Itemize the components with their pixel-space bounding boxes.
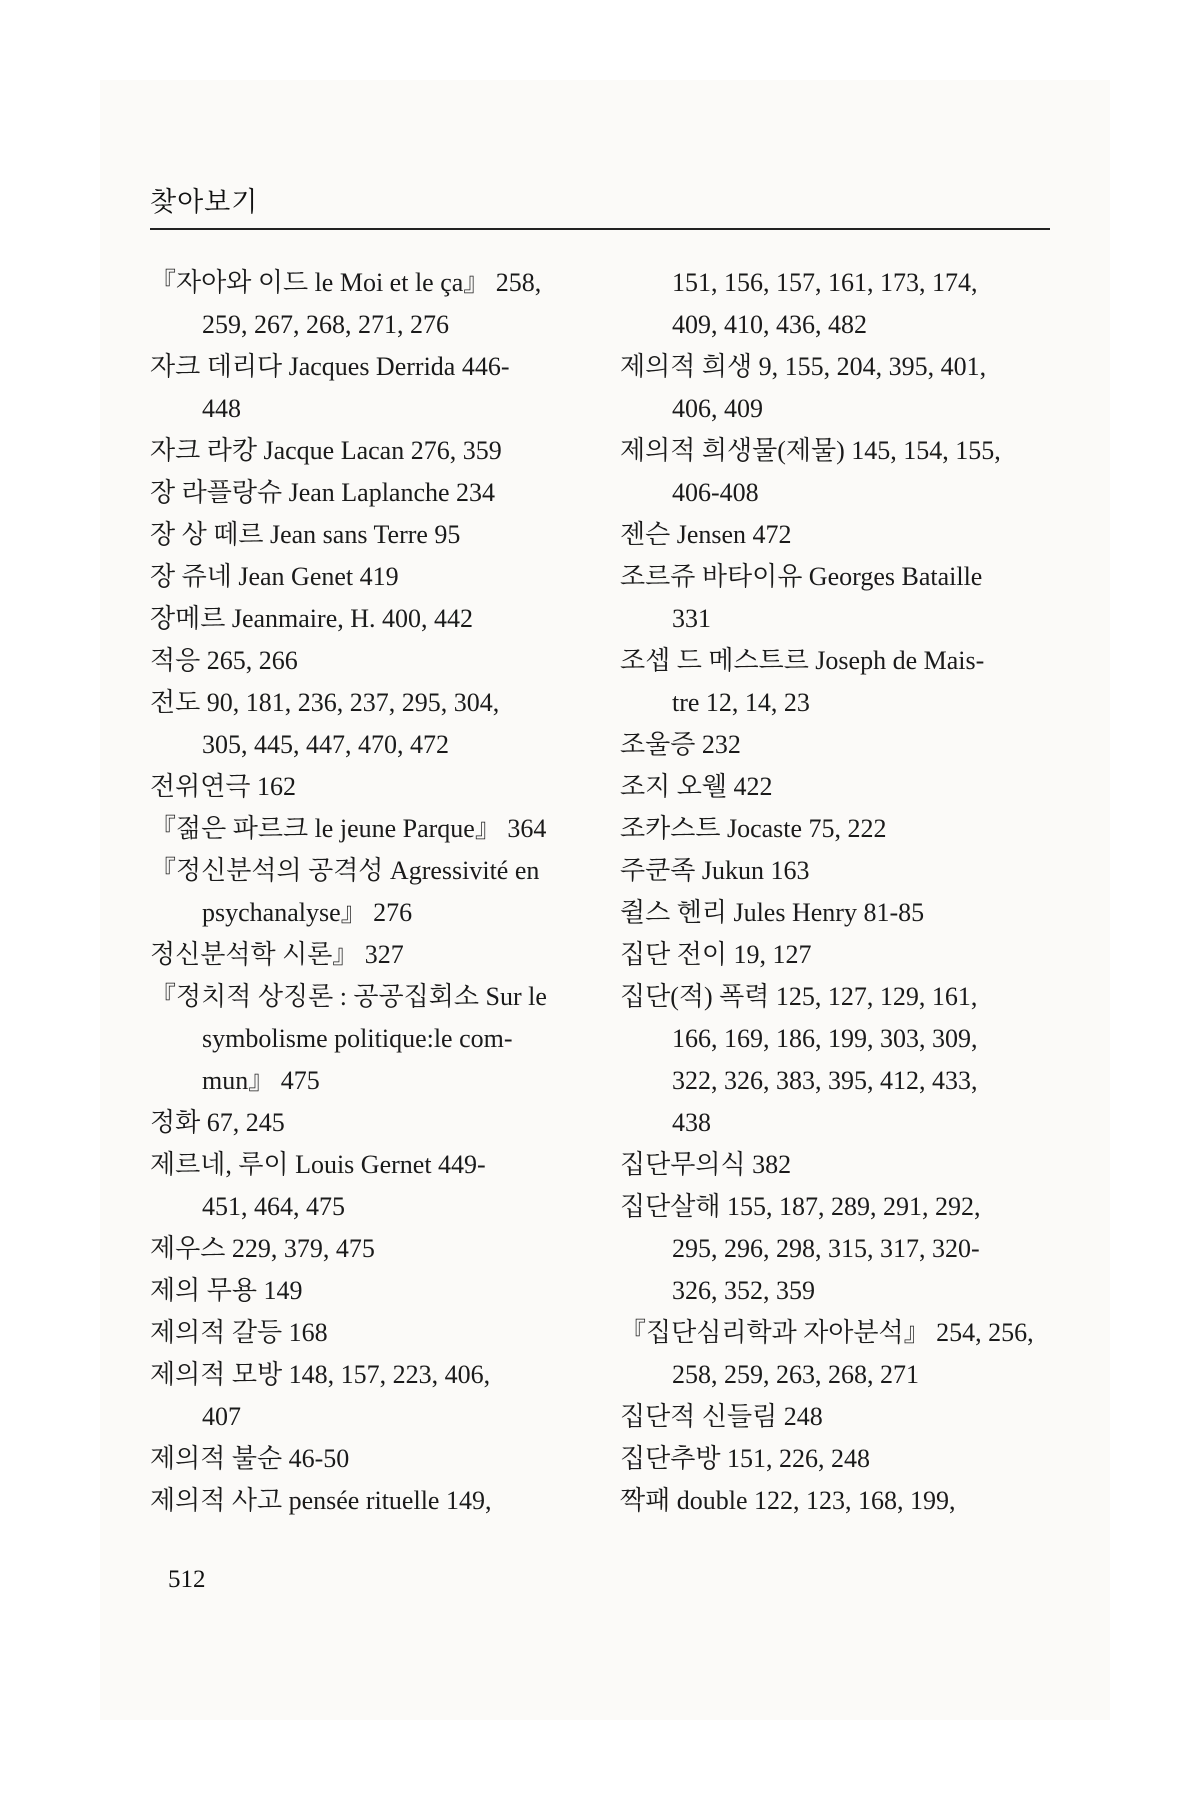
index-column-right <box>620 262 1050 1522</box>
index-entry: 집단(적) 폭력 125, 127, 129, 161, <box>620 982 978 1011</box>
index-entry: 『젊은 파르크 le jeune Parque』 364 <box>150 814 547 843</box>
index-entry: 제의적 희생 9, 155, 204, 395, 401, <box>620 352 987 381</box>
index-entry: 조르쥬 바타이유 Georges Bataille <box>620 562 983 591</box>
index-entry: 주쿤족 Jukun 163 <box>620 856 810 885</box>
index-entry: 제의적 갈등 168 <box>150 1318 328 1347</box>
index-entry: 젠슨 Jensen 472 <box>620 520 792 549</box>
index-entry-continuation: 448 <box>202 394 241 423</box>
index-entry: 제우스 229, 379, 475 <box>150 1234 375 1263</box>
page-number: 512 <box>168 1566 206 1593</box>
index-entry: 제의적 모방 148, 157, 223, 406, <box>150 1360 491 1389</box>
index-entry: 『자아와 이드 le Moi et le ça』 258, <box>150 268 542 297</box>
index-entry-continuation: 409, 410, 436, 482 <box>672 310 867 339</box>
index-entry: 조울증 232 <box>620 730 741 759</box>
index-entry: 조셉 드 메스트르 Joseph de Mais- <box>620 646 985 675</box>
index-entry: 자크 데리다 Jacques Derrida 446- <box>150 352 510 381</box>
index-entry: 집단무의식 382 <box>620 1150 792 1179</box>
index-entry: 『정신분석의 공격성 Agressivité en <box>150 856 540 885</box>
index-entry-continuation: 305, 445, 447, 470, 472 <box>202 730 449 759</box>
index-entry: 정화 67, 245 <box>150 1108 285 1137</box>
index-entry-continuation: 151, 156, 157, 161, 173, 174, <box>672 268 978 297</box>
index-entry-continuation: 438 <box>672 1108 711 1137</box>
index-entry: 제의적 희생물(제물) 145, 154, 155, <box>620 436 1001 465</box>
index-entry: 『집단심리학과 자아분석』 254, 256, <box>620 1318 1034 1347</box>
index-entry: 정신분석학 시론』 327 <box>150 940 404 969</box>
index-entry-continuation: symbolisme politique:le com- <box>202 1024 513 1053</box>
index-entry: 제의적 사고 pensée rituelle 149, <box>150 1486 492 1515</box>
running-head: 찾아보기 <box>150 187 259 218</box>
index-entry: 제의적 불순 46-50 <box>150 1444 350 1473</box>
index-entry: 적응 265, 266 <box>150 646 298 675</box>
index-entry-continuation: 326, 352, 359 <box>672 1276 815 1305</box>
index-entry-continuation: 322, 326, 383, 395, 412, 433, <box>672 1066 978 1095</box>
index-entry: 집단 전이 19, 127 <box>620 940 812 969</box>
index-entry: 자크 라캉 Jacque Lacan 276, 359 <box>150 436 502 465</box>
index-entry: 제의 무용 149 <box>150 1276 303 1305</box>
index-entry: 『정치적 상징론 : 공공집회소 Sur le <box>150 982 547 1011</box>
index-entry: 집단추방 151, 226, 248 <box>620 1444 870 1473</box>
index-entry: 전도 90, 181, 236, 237, 295, 304, <box>150 688 500 717</box>
index-entry-continuation: 259, 267, 268, 271, 276 <box>202 310 449 339</box>
header-rule <box>150 228 1050 230</box>
index-entry: 장메르 Jeanmaire, H. 400, 442 <box>150 604 474 633</box>
index-entry: 조카스트 Jocaste 75, 222 <box>620 814 887 843</box>
index-entry-continuation: tre 12, 14, 23 <box>672 688 810 717</box>
index-entry-continuation: psychanalyse』 276 <box>202 898 413 927</box>
index-entry-continuation: 166, 169, 186, 199, 303, 309, <box>672 1024 978 1053</box>
index-entry: 장 쥬네 Jean Genet 419 <box>150 562 399 591</box>
index-entry-continuation: mun』 475 <box>202 1066 320 1095</box>
index-entry: 제르네, 루이 Louis Gernet 449- <box>150 1150 486 1179</box>
index-entry: 장 라플랑슈 Jean Laplanche 234 <box>150 478 496 507</box>
index-entry: 전위연극 162 <box>150 772 296 801</box>
index-entry: 집단살해 155, 187, 289, 291, 292, <box>620 1192 981 1221</box>
index-entry-continuation: 258, 259, 263, 268, 271 <box>672 1360 919 1389</box>
index-column-left <box>150 262 580 1522</box>
index-entry-continuation: 451, 464, 475 <box>202 1192 345 1221</box>
index-entry-continuation: 406, 409 <box>672 394 763 423</box>
index-entry: 짝패 double 122, 123, 168, 199, <box>620 1486 956 1515</box>
index-entry-continuation: 295, 296, 298, 315, 317, 320- <box>672 1234 980 1263</box>
index-entry-continuation: 406-408 <box>672 478 759 507</box>
index-entry: 장 상 떼르 Jean sans Terre 95 <box>150 520 461 549</box>
index-entry-continuation: 407 <box>202 1402 241 1431</box>
index-entry: 조지 오웰 422 <box>620 772 773 801</box>
index-entry: 쥘스 헨리 Jules Henry 81-85 <box>620 898 925 927</box>
index-entry: 집단적 신들림 248 <box>620 1402 823 1431</box>
index-entry-continuation: 331 <box>672 604 711 633</box>
